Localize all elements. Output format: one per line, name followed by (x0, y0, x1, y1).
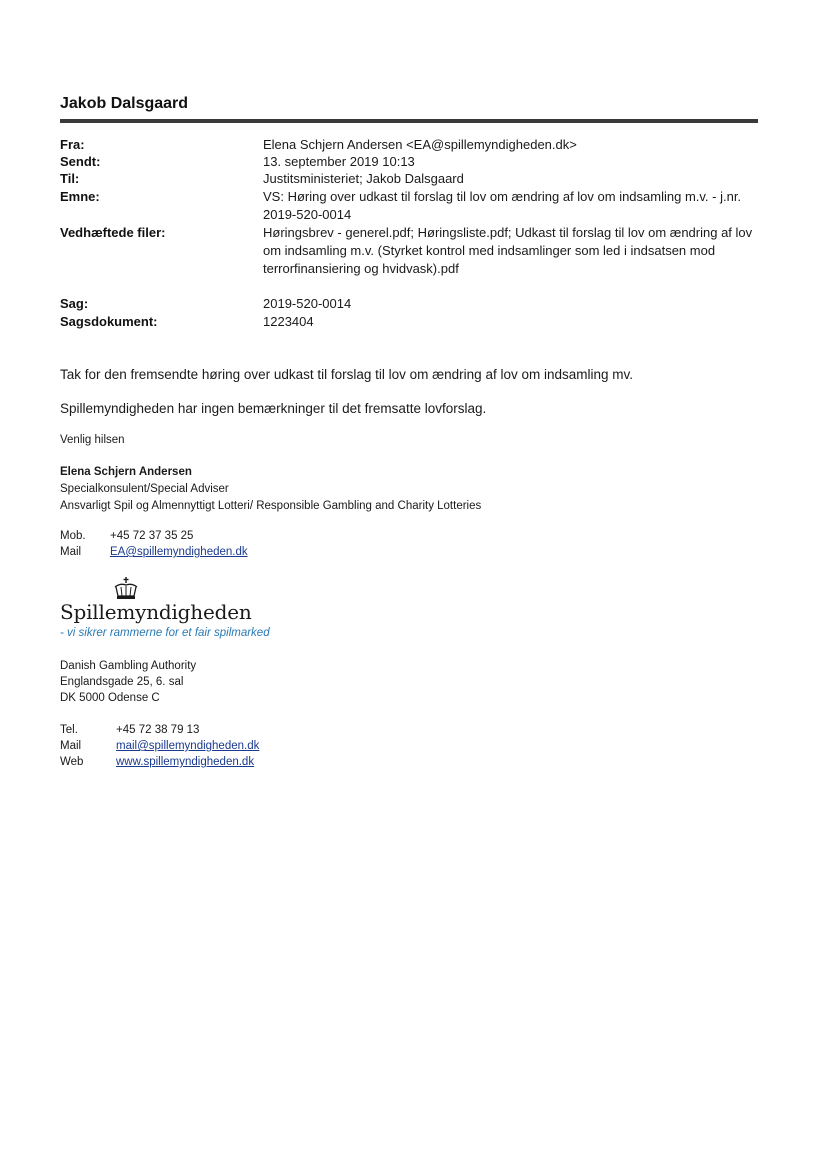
org-mail-row (60, 740, 259, 752)
from-value: Elena Schjern Andersen <EA@spillemyndigheden.dk> (263, 137, 577, 152)
sent-value: 13. september 2019 10:13 (263, 154, 415, 169)
to-value: Justitsministeriet; Jakob Dalsgaard (263, 171, 464, 186)
web-row (60, 756, 254, 768)
org-email-link[interactable]: mail@spillemyndigheden.dk (116, 740, 260, 752)
signature-department: Ansvarligt Spil og Almennyttigt Lotteri/ Responsible Gambling and Charity Lotteries (60, 500, 482, 512)
signature-name: Elena Schjern Andersen (60, 466, 192, 478)
logo-wordmark: Spillemyndigheden (60, 600, 252, 624)
email-link[interactable]: EA@spillemyndigheden.dk (110, 546, 248, 558)
mobile-number: +45 72 37 35 25 (110, 530, 194, 542)
header-rule (60, 119, 758, 123)
web-label: Web (60, 756, 84, 768)
mail-label: Mail (60, 546, 82, 558)
org-city: DK 5000 Odense C (60, 692, 160, 704)
body-paragraph: Spillemyndigheden har ingen bemærkninger til det fremsatte lovforslag. (60, 401, 487, 416)
greeting: Venlig hilsen (60, 434, 125, 446)
subject-value: VS: Høring over udkast til forslag til lov om ændring af lov om indsamling m.v. - j.nr. 2019-520-0014 (263, 189, 742, 222)
tel-number: +45 72 38 79 13 (116, 724, 200, 736)
from-label: Fra: (60, 137, 85, 152)
org-mail-label: Mail (60, 740, 82, 752)
case-label: Sag: (60, 296, 89, 311)
logo-tagline: - vi sikrer rammerne for et fair spilmarked (60, 627, 270, 639)
mobile-row (60, 530, 193, 542)
mobile-label: Mob. (60, 530, 86, 542)
sent-label: Sendt: (60, 154, 101, 169)
signature-title: Specialkonsulent/Special Adviser (60, 483, 229, 495)
org-street: Englandsgade 25, 6. sal (60, 676, 184, 688)
mail-row (60, 546, 248, 558)
to-label: Til: (60, 171, 80, 186)
website-link[interactable]: www.spillemyndigheden.dk (116, 756, 255, 768)
org-name: Danish Gambling Authority (60, 660, 197, 672)
attachments-value: Høringsbrev - generel.pdf; Høringsliste.pdf; Udkast til forslag til lov om ændring af lov om indsamling m.v. (Styrket kontrol med indsamlinger som led i indsatsen mod terrorfinansiering og hvidvask).pdf (263, 225, 753, 276)
tel-label: Tel. (60, 724, 78, 736)
case-document-value: 1223404 (263, 314, 314, 329)
subject-label: Emne: (60, 189, 100, 204)
tel-row (60, 724, 199, 736)
attachments-label: Vedhæftede filer: (60, 225, 166, 240)
case-value: 2019-520-0014 (263, 296, 352, 311)
body-paragraph: Tak for den fremsendte høring over udkast til forslag til lov om ændring af lov om indsamling mv. (60, 367, 633, 382)
crown-icon (112, 576, 140, 602)
printer-name: Jakob Dalsgaard (60, 95, 189, 112)
case-document-label: Sagsdokument: (60, 314, 158, 329)
